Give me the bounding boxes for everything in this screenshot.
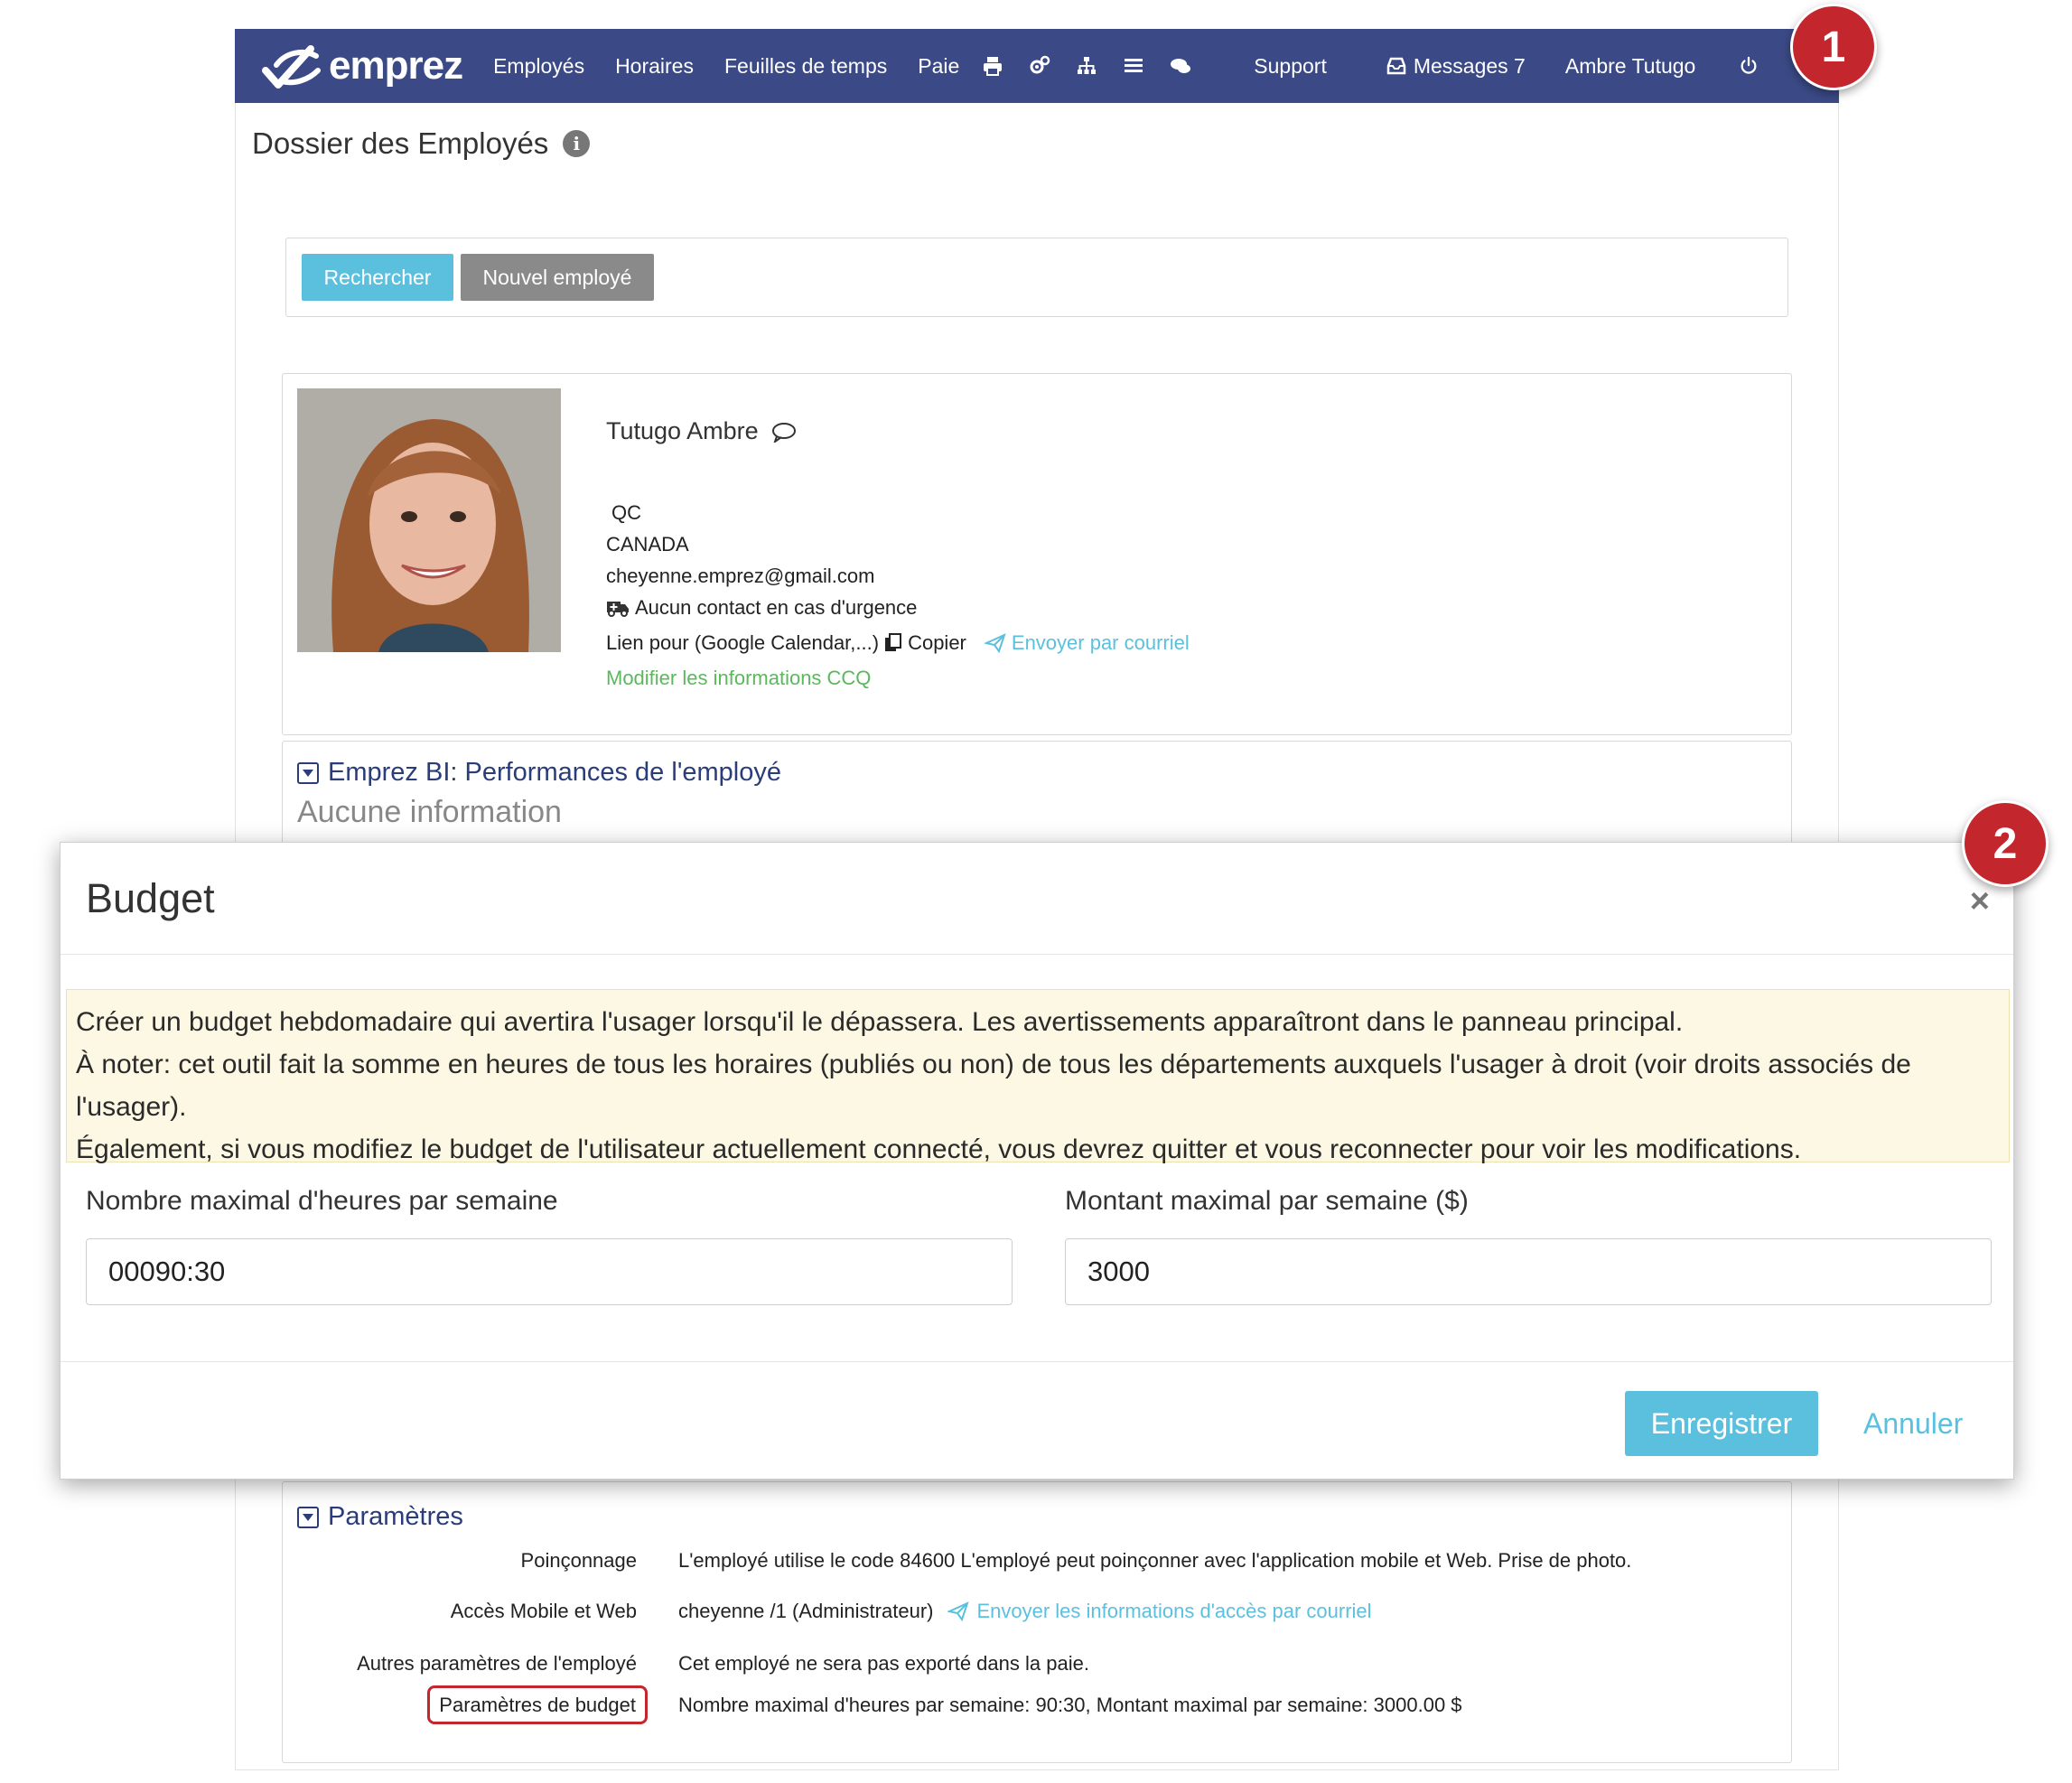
hours-label: Nombre maximal d'heures par semaine [86, 1186, 558, 1216]
copy-icon[interactable] [884, 633, 902, 653]
param-row-budget [283, 1694, 1793, 1717]
modal-title: Budget [86, 875, 215, 921]
calendar-link-label: Lien pour (Google Calendar,...) [606, 631, 880, 654]
employee-province: QC [611, 501, 641, 524]
inbox-icon [1386, 57, 1406, 75]
employee-card [282, 373, 1792, 735]
callout-badge-2: 2 [1962, 800, 2049, 887]
param-value: Nombre maximal d'heures par semaine: 90:30, Montant maximal par semaine: 3000.00 $ [678, 1694, 1462, 1716]
bi-panel-title: Emprez BI: Performances de l'employé [328, 758, 781, 787]
cancel-button[interactable]: Annuler [1863, 1406, 1964, 1440]
modal-header [61, 843, 2013, 955]
amount-label: Montant maximal par semaine ($) [1065, 1186, 1469, 1216]
employee-name [606, 417, 797, 445]
nav-user[interactable]: Ambre Tutugo [1564, 53, 1696, 78]
employee-name-text: Tutugo Ambre [606, 417, 759, 444]
param-label: Autres paramètres de l'employé [357, 1652, 637, 1675]
params-panel [282, 1481, 1792, 1763]
nav-employes[interactable]: Employés [493, 53, 585, 78]
info-icon[interactable]: i [563, 130, 590, 157]
bi-panel [282, 741, 1792, 849]
param-row-punch [283, 1549, 1793, 1573]
org-chart-icon[interactable] [1073, 52, 1100, 79]
param-label [283, 1694, 639, 1717]
ambulance-icon [606, 599, 630, 617]
param-row-access [283, 1600, 1793, 1623]
chat-icon[interactable] [1167, 52, 1194, 79]
copy-link[interactable]: Copier [908, 631, 966, 654]
collapse-toggle-icon [297, 762, 319, 784]
new-employee-button[interactable]: Nouvel employé [461, 254, 654, 301]
gears-icon[interactable] [1026, 52, 1053, 79]
param-row-other [283, 1652, 1793, 1676]
modal-footer [61, 1361, 2013, 1480]
search-button[interactable]: Rechercher [302, 254, 453, 301]
alert-line: À noter: cet outil fait la somme en heures de tous les horaires (publiés ou non) de tous les départements auxquels l'usager à droit (voir droits associés de l'usager). [76, 1050, 1911, 1122]
params-panel-header[interactable] [297, 1502, 463, 1532]
alert-line: Également, si vous modifiez le budget de l'utilisateur actuellement connecté, vous devrez quitter et vous reconnecter pour voir les modifications. [76, 1134, 1802, 1164]
comment-icon[interactable] [771, 421, 797, 443]
paper-plane-icon [985, 633, 1006, 653]
callout-badge-1: 1 [1790, 4, 1877, 90]
amount-input[interactable]: 3000 [1065, 1238, 1992, 1305]
nav-support[interactable]: Support [1254, 53, 1327, 78]
access-account-text: cheyenne /1 (Administrateur) [678, 1600, 934, 1622]
print-icon[interactable] [979, 52, 1006, 79]
nav-paie[interactable]: Paie [918, 53, 960, 78]
top-navbar [235, 29, 1839, 103]
page-title [252, 126, 590, 161]
param-value: Cet employé ne sera pas exporté dans la paie. [678, 1652, 1089, 1675]
employee-country: CANADA [606, 533, 689, 555]
collapse-toggle-icon [297, 1507, 319, 1528]
send-access-info-link[interactable]: Envoyer les informations d'accès par courriel [976, 1600, 1372, 1622]
emergency-contact-row [606, 592, 1190, 623]
alert-line: Créer un budget hebdomadaire qui avertira l'usager lorsqu'il le dépassera. Les avertissements apparaîtront dans le panneau principal. [76, 1007, 1684, 1037]
emprez-logo-icon [258, 40, 323, 92]
nav-messages[interactable] [1386, 54, 1526, 79]
param-label: Poinçonnage [520, 1549, 637, 1572]
hours-input[interactable]: 00090:30 [86, 1238, 1013, 1305]
employee-details [606, 497, 1190, 694]
nav-feuilles-de-temps[interactable]: Feuilles de temps [723, 53, 888, 78]
employee-photo [297, 388, 561, 652]
bi-panel-header[interactable] [297, 758, 781, 788]
calendar-link-row [606, 627, 1190, 658]
params-panel-title: Paramètres [328, 1502, 463, 1531]
budget-modal [60, 842, 2014, 1480]
list-icon[interactable] [1120, 52, 1147, 79]
info-alert [66, 989, 2010, 1162]
paper-plane-icon [947, 1601, 969, 1621]
close-icon[interactable]: × [1969, 882, 1990, 920]
budget-settings-link[interactable]: Paramètres de budget [427, 1685, 648, 1724]
param-value [678, 1600, 1372, 1623]
param-value: L'employé utilise le code 84600 L'employé peut poinçonner avec l'application mobile et Web. Prise de photo. [678, 1549, 1632, 1572]
power-icon[interactable] [1735, 52, 1762, 79]
emergency-contact-text: Aucun contact en cas d'urgence [635, 596, 918, 619]
send-by-email-link[interactable]: Envoyer par courriel [1011, 631, 1190, 654]
bi-empty-text: Aucune information [297, 795, 562, 829]
messages-label: Messages 7 [1413, 53, 1526, 78]
employee-email: cheyenne.emprez@gmail.com [606, 565, 875, 587]
param-label: Accès Mobile et Web [450, 1600, 637, 1622]
save-button[interactable]: Enregistrer [1625, 1391, 1818, 1456]
nav-horaires[interactable]: Horaires [615, 53, 694, 78]
edit-ccq-link[interactable]: Modifier les informations CCQ [606, 667, 872, 689]
page-title-text: Dossier des Employés [252, 126, 549, 160]
search-panel [285, 238, 1788, 317]
brand-logo[interactable] [258, 40, 462, 92]
brand-name: emprez [329, 43, 463, 88]
